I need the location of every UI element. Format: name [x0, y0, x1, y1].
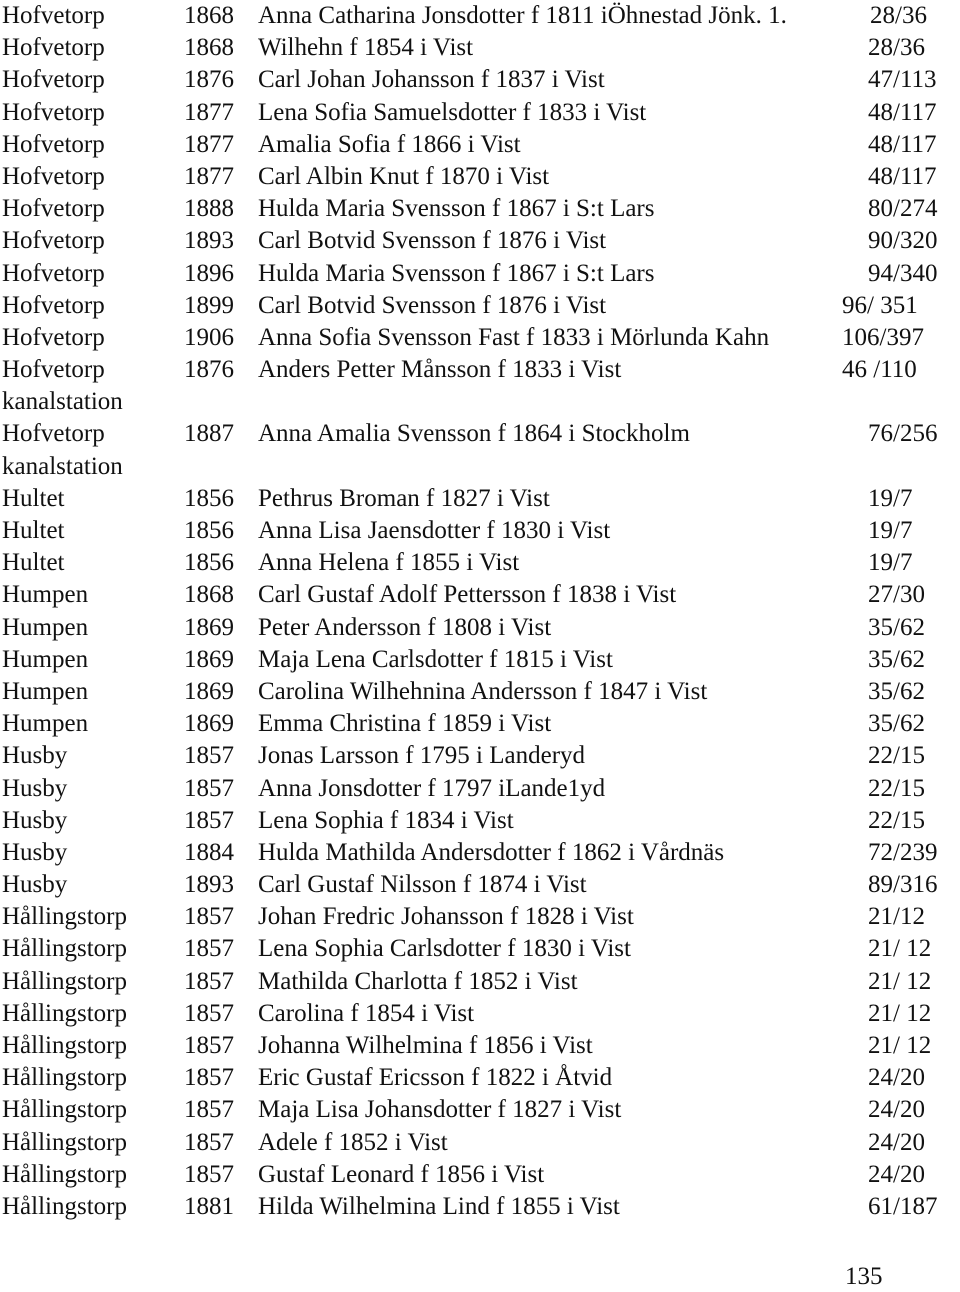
record-year: 1896: [184, 259, 234, 287]
record-year: 1868: [184, 34, 234, 62]
person-entry: Hulda Mathilda Andersdotter f 1862 i Vårdnäs: [258, 838, 725, 866]
person-entry: Lena Sofia Samuelsdotter f 1833 i Vist: [258, 98, 647, 126]
register-row: [0, 0, 960, 32]
record-year: 1887: [184, 420, 234, 448]
person-entry: Hilda Wilhelmina Lind f 1855 i Vist: [258, 1192, 620, 1220]
place-name: Hultet: [2, 484, 65, 512]
place-name: Hofvetorp: [2, 227, 105, 255]
register-row: [0, 612, 960, 644]
register-row: [0, 1159, 960, 1191]
person-entry: Anna Catharina Jonsdotter f 1811 iÖhnestad Jönk. 1.: [258, 2, 787, 29]
place-name: Hofvetorp: [2, 98, 105, 126]
record-year: 1857: [184, 1160, 234, 1188]
register-row: [0, 644, 960, 676]
register-row: [0, 97, 960, 129]
person-entry: Mathilda Charlotta f 1852 i Vist: [258, 967, 578, 995]
record-year: 1877: [184, 98, 234, 126]
place-name: Hållingstorp: [2, 1096, 127, 1124]
page-reference: 21/12: [868, 903, 925, 931]
register-row: [0, 837, 960, 869]
person-entry: Carl Gustaf Nilsson f 1874 i Vist: [258, 871, 587, 899]
register-row: [0, 483, 960, 515]
record-year: 1857: [184, 1032, 234, 1059]
person-entry: Wilhehn f 1854 i Vist: [258, 34, 474, 62]
page-reference: 28/36: [870, 2, 927, 29]
record-year: 1857: [184, 806, 234, 834]
place-name: Hofvetorp: [2, 2, 105, 29]
record-year: 1856: [184, 549, 234, 577]
record-year: 1857: [184, 935, 234, 963]
place-name: Humpen: [2, 613, 89, 641]
page-reference: 24/20: [868, 1128, 925, 1156]
place-name: Hofvetorp: [2, 34, 105, 62]
record-year: 1876: [184, 356, 234, 384]
register-row: [0, 451, 960, 483]
person-entry: Anna Lisa Jaensdotter f 1830 i Vist: [258, 517, 611, 544]
record-year: 1881: [184, 1192, 234, 1220]
place-name: Hofvetorp: [2, 195, 105, 223]
person-entry: Peter Andersson f 1808 i Vist: [258, 613, 552, 641]
person-entry: Hulda Maria Svensson f 1867 i S:t Lars: [258, 259, 655, 287]
register-row: [0, 290, 960, 322]
register-row: [0, 901, 960, 933]
person-entry: Anna Helena f 1855 i Vist: [258, 549, 520, 577]
place-name: Hultet: [2, 517, 65, 544]
record-year: 1877: [184, 130, 234, 158]
page-reference: 22/15: [868, 742, 925, 770]
record-year: 1877: [184, 162, 234, 190]
person-entry: Gustaf Leonard f 1856 i Vist: [258, 1160, 545, 1188]
record-year: 1893: [184, 227, 234, 255]
place-name: Hållingstorp: [2, 1192, 127, 1220]
page-reference: 35/62: [868, 677, 925, 705]
place-name: Hultet: [2, 549, 65, 577]
page-reference: 47/113: [868, 66, 937, 94]
place-name: Humpen: [2, 677, 89, 705]
page-reference: 72/239: [868, 838, 938, 866]
person-entry: Pethrus Broman f 1827 i Vist: [258, 484, 550, 512]
record-year: 1888: [184, 195, 234, 223]
place-name: Husby: [2, 838, 68, 866]
place-name: Husby: [2, 742, 68, 770]
register-row: [0, 1030, 960, 1062]
place-name: Hållingstorp: [2, 967, 127, 995]
register-row: [0, 805, 960, 837]
register-row: [0, 773, 960, 805]
person-entry: Emma Christina f 1859 i Vist: [258, 710, 552, 738]
register-row: [0, 998, 960, 1030]
record-year: 1899: [184, 291, 234, 319]
register-row: [0, 129, 960, 161]
place-name: kanalstation: [2, 452, 123, 480]
page-reference: 35/62: [868, 710, 925, 738]
page-reference: 48/117: [868, 162, 937, 190]
place-name: Hofvetorp: [2, 162, 105, 190]
register-row: [0, 354, 960, 386]
register-row: [0, 193, 960, 225]
page-reference: 48/117: [868, 98, 937, 126]
place-name: Hållingstorp: [2, 999, 127, 1027]
place-name: Humpen: [2, 710, 89, 738]
record-year: 1856: [184, 517, 234, 544]
page-reference: 21/ 12: [868, 999, 932, 1027]
register-row: [0, 386, 960, 418]
record-year: 1869: [184, 645, 234, 673]
page-reference: 22/15: [868, 806, 925, 834]
person-entry: Amalia Sofia f 1866 i Vist: [258, 130, 521, 158]
record-year: 1857: [184, 967, 234, 995]
person-entry: Anna Sofia Svensson Fast f 1833 i Mörlunda Kahn: [258, 323, 770, 351]
person-entry: Maja Lena Carlsdotter f 1815 i Vist: [258, 645, 613, 673]
register-row: [0, 1062, 960, 1094]
person-entry: Carl Gustaf Adolf Pettersson f 1838 i Vist: [258, 581, 677, 609]
place-name: Hofvetorp: [2, 356, 105, 384]
place-name: Hofvetorp: [2, 420, 105, 448]
register-row: [0, 1094, 960, 1126]
person-entry: Carl Botvid Svensson f 1876 i Vist: [258, 227, 607, 255]
place-name: Hofvetorp: [2, 291, 105, 319]
record-year: 1893: [184, 871, 234, 899]
page-reference: 21/ 12: [868, 1032, 932, 1059]
person-entry: Johanna Wilhelmina f 1856 i Vist: [258, 1032, 593, 1059]
register-row: [0, 869, 960, 901]
register-row: [0, 161, 960, 193]
record-year: 1857: [184, 903, 234, 931]
page-reference: 24/20: [868, 1160, 925, 1188]
page-reference: 19/7: [868, 549, 913, 577]
person-entry: Anna Amalia Svensson f 1864 i Stockholm: [258, 420, 690, 448]
person-entry: Lena Sophia f 1834 i Vist: [258, 806, 514, 834]
person-entry: Eric Gustaf Ericsson f 1822 i Åtvid: [258, 1064, 613, 1092]
person-entry: Carolina f 1854 i Vist: [258, 999, 475, 1027]
page-reference: 24/20: [868, 1064, 925, 1092]
person-entry: Carl Johan Johansson f 1837 i Vist: [258, 66, 605, 94]
register-row: [0, 966, 960, 998]
record-year: 1857: [184, 742, 234, 770]
page-reference: 89/316: [868, 871, 938, 899]
place-name: Hofvetorp: [2, 259, 105, 287]
record-year: 1869: [184, 613, 234, 641]
page-reference: 35/62: [868, 613, 925, 641]
page-reference: 28/36: [868, 34, 925, 62]
page-reference: 48/117: [868, 130, 937, 158]
register-row: [0, 708, 960, 740]
record-year: 1868: [184, 2, 234, 29]
record-year: 1868: [184, 581, 234, 609]
place-name: Husby: [2, 806, 68, 834]
place-name: Hållingstorp: [2, 1128, 127, 1156]
page-reference: 80/274: [868, 195, 938, 223]
page-reference: 106/397: [842, 323, 924, 351]
page-reference: 90/320: [868, 227, 938, 255]
register-row: [0, 258, 960, 290]
page-reference: 76/256: [868, 420, 938, 448]
record-year: 1856: [184, 484, 234, 512]
register-row: [0, 515, 960, 547]
page-reference: 21/ 12: [868, 935, 932, 963]
place-name: Hofvetorp: [2, 130, 105, 158]
page-reference: 19/7: [868, 484, 913, 512]
person-entry: Anders Petter Månsson f 1833 i Vist: [258, 356, 622, 384]
page-reference: 24/20: [868, 1096, 925, 1124]
page-reference: 94/340: [868, 259, 938, 287]
person-entry: Carl Albin Knut f 1870 i Vist: [258, 162, 550, 190]
register-row: [0, 1127, 960, 1159]
record-year: 1884: [184, 838, 234, 866]
place-name: Hållingstorp: [2, 1032, 127, 1059]
person-entry: Adele f 1852 i Vist: [258, 1128, 448, 1156]
register-row: [0, 676, 960, 708]
register-row: [0, 547, 960, 579]
page-reference: 35/62: [868, 645, 925, 673]
record-year: 1906: [184, 323, 234, 351]
place-name: Husby: [2, 774, 68, 802]
record-year: 1857: [184, 774, 234, 802]
page-reference: 19/7: [868, 517, 913, 544]
register-row: [0, 1191, 960, 1223]
place-name: Hofvetorp: [2, 66, 105, 94]
register-row: [0, 32, 960, 64]
register-row: [0, 322, 960, 354]
place-name: Humpen: [2, 645, 89, 673]
place-name: Husby: [2, 871, 68, 899]
record-year: 1857: [184, 1064, 234, 1092]
register-row: [0, 579, 960, 611]
page-reference: 96/ 351: [842, 291, 918, 319]
record-year: 1869: [184, 677, 234, 705]
register-row: [0, 933, 960, 965]
place-name: Hållingstorp: [2, 935, 127, 963]
record-year: 1857: [184, 1128, 234, 1156]
record-year: 1857: [184, 999, 234, 1027]
page-reference: 22/15: [868, 774, 925, 802]
record-year: 1869: [184, 710, 234, 738]
person-entry: Maja Lisa Johansdotter f 1827 i Vist: [258, 1096, 622, 1124]
place-name: kanalstation: [2, 388, 123, 416]
person-entry: Carolina Wilhehnina Andersson f 1847 i Vist: [258, 677, 708, 705]
page-number: 135: [845, 1263, 883, 1290]
person-entry: Johan Fredric Johansson f 1828 i Vist: [258, 903, 634, 931]
page-reference: 46 /110: [842, 356, 917, 384]
register-row: [0, 740, 960, 772]
person-entry: Carl Botvid Svensson f 1876 i Vist: [258, 291, 607, 319]
place-name: Hållingstorp: [2, 903, 127, 931]
person-entry: Hulda Maria Svensson f 1867 i S:t Lars: [258, 195, 655, 223]
record-year: 1857: [184, 1096, 234, 1124]
register-row: [0, 64, 960, 96]
person-entry: Lena Sophia Carlsdotter f 1830 i Vist: [258, 935, 631, 963]
place-name: Hållingstorp: [2, 1064, 127, 1092]
person-entry: Anna Jonsdotter f 1797 iLande1yd: [258, 774, 606, 802]
register-row: [0, 418, 960, 450]
record-year: 1876: [184, 66, 234, 94]
page-reference: 61/187: [868, 1192, 938, 1220]
register-row: [0, 225, 960, 257]
place-name: Humpen: [2, 581, 89, 609]
page-reference: 27/30: [868, 581, 925, 609]
place-name: Hofvetorp: [2, 323, 105, 351]
page-reference: 21/ 12: [868, 967, 932, 995]
person-entry: Jonas Larsson f 1795 i Landeryd: [258, 742, 586, 770]
place-name: Hållingstorp: [2, 1160, 127, 1188]
